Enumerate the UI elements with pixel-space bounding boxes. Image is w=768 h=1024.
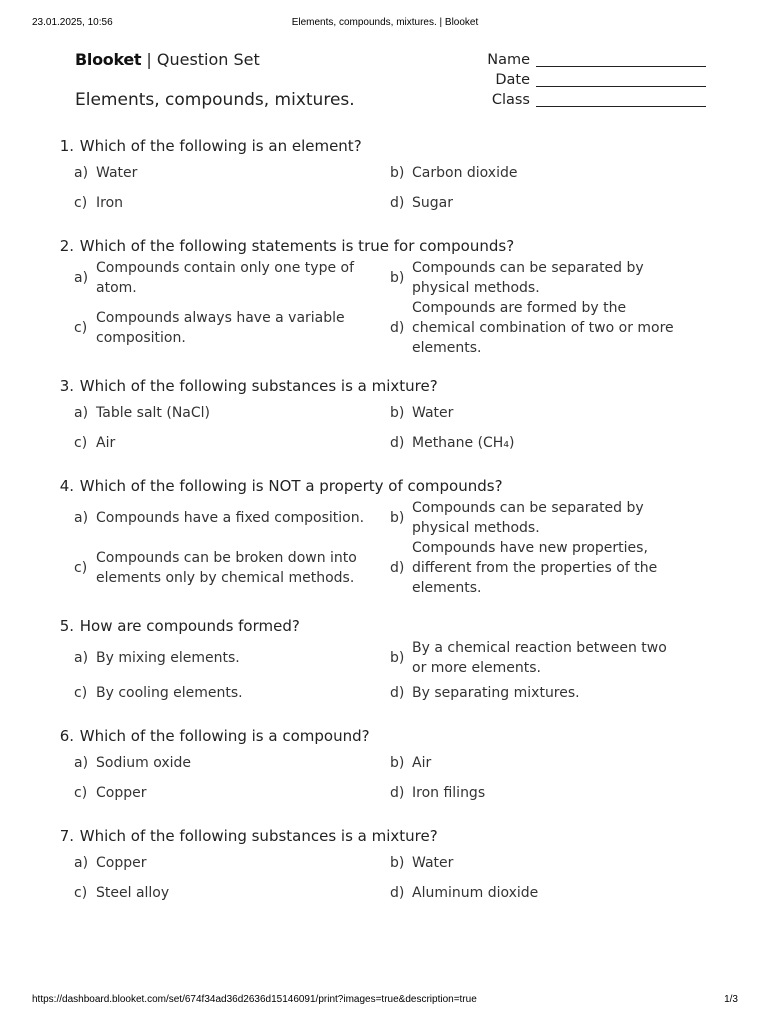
option-letter: a) xyxy=(74,165,89,181)
option-letter: a) xyxy=(74,405,89,421)
option-b xyxy=(390,498,720,538)
option-text: Compounds can be separated by physical methods. xyxy=(412,500,644,536)
question-heading xyxy=(56,474,746,498)
question-number: 5. xyxy=(59,617,74,635)
option-b xyxy=(390,848,720,878)
option-text: Copper xyxy=(96,855,147,871)
question-heading xyxy=(56,724,746,748)
option-d xyxy=(390,428,720,458)
option-letter: b) xyxy=(390,650,405,666)
date-blank-line xyxy=(536,86,706,87)
option-b xyxy=(390,158,720,188)
question-heading xyxy=(56,134,746,158)
option-letter: d) xyxy=(390,685,405,701)
option-text: Carbon dioxide xyxy=(412,165,518,181)
option-letter: a) xyxy=(74,855,89,871)
class-field xyxy=(460,92,706,112)
brand-line xyxy=(75,50,260,69)
option-c xyxy=(74,678,390,708)
question-heading xyxy=(56,824,746,848)
answer-options xyxy=(74,638,746,708)
option-letter: d) xyxy=(390,435,405,451)
option-letter: c) xyxy=(74,560,88,576)
question-text: Which of the following is a compound? xyxy=(79,727,370,745)
option-letter: c) xyxy=(74,785,88,801)
answer-options xyxy=(74,498,746,598)
question-heading xyxy=(56,374,746,398)
option-c xyxy=(74,878,390,908)
print-header xyxy=(32,17,738,31)
option-letter: b) xyxy=(390,755,405,771)
option-text: Compounds contain only one type of atom. xyxy=(96,260,355,296)
page-number: 1/3 xyxy=(724,994,738,1005)
question-text: Which of the following statements is true for compounds? xyxy=(79,237,515,255)
question-1 xyxy=(56,134,746,218)
option-c xyxy=(74,428,390,458)
answer-options xyxy=(74,158,746,218)
question-3 xyxy=(56,374,746,458)
option-text: Water xyxy=(412,855,454,871)
question-6 xyxy=(56,724,746,808)
question-5 xyxy=(56,614,746,708)
option-letter: b) xyxy=(390,165,405,181)
option-a xyxy=(74,158,390,188)
option-text: Compounds are formed by the chemical combination of two or more elements. xyxy=(412,300,674,356)
date-field xyxy=(460,72,706,92)
option-c xyxy=(74,298,390,358)
question-4 xyxy=(56,474,746,598)
name-blank-line xyxy=(536,66,706,67)
option-letter: c) xyxy=(74,320,88,336)
option-text: Air xyxy=(412,755,432,771)
option-text: Table salt (NaCl) xyxy=(96,405,210,421)
option-letter: b) xyxy=(390,855,405,871)
option-letter: c) xyxy=(74,435,88,451)
question-heading xyxy=(56,614,746,638)
option-b xyxy=(390,748,720,778)
student-info-fields xyxy=(460,52,706,112)
question-text: How are compounds formed? xyxy=(79,617,300,635)
question-text: Which of the following substances is a mixture? xyxy=(79,377,438,395)
option-letter: d) xyxy=(390,195,405,211)
brand-subtitle: Question Set xyxy=(156,50,260,69)
print-url: https://dashboard.blooket.com/set/674f34ad36d2636d15146091/print?images=true&description=true xyxy=(32,994,477,1005)
answer-options xyxy=(74,848,746,908)
question-text: Which of the following substances is a mixture? xyxy=(79,827,438,845)
option-letter: c) xyxy=(74,885,88,901)
option-d xyxy=(390,878,720,908)
option-letter: d) xyxy=(390,885,405,901)
option-text: Methane (CH₄) xyxy=(412,435,515,451)
option-letter: c) xyxy=(74,195,88,211)
question-number: 7. xyxy=(59,827,74,845)
option-d xyxy=(390,778,720,808)
option-b xyxy=(390,638,720,678)
option-text: Compounds can be broken down into elements only by chemical methods. xyxy=(96,550,357,586)
option-letter: b) xyxy=(390,405,405,421)
option-letter: a) xyxy=(74,510,89,526)
question-number: 3. xyxy=(59,377,74,395)
option-letter: d) xyxy=(390,320,405,336)
question-number: 4. xyxy=(59,477,74,495)
answer-options xyxy=(74,748,746,808)
option-text: Compounds have a fixed composition. xyxy=(96,510,365,526)
print-datetime: 23.01.2025, 10:56 xyxy=(32,17,113,28)
option-letter: b) xyxy=(390,270,405,286)
option-letter: a) xyxy=(74,270,89,286)
answer-options xyxy=(74,258,746,358)
option-letter: d) xyxy=(390,560,405,576)
option-text: Compounds can be separated by physical methods. xyxy=(412,260,644,296)
option-text: Aluminum dioxide xyxy=(412,885,539,901)
class-label: Class xyxy=(491,92,530,108)
blooket-logo: Blooket xyxy=(75,50,142,69)
option-d xyxy=(390,188,720,218)
option-a xyxy=(74,498,390,538)
option-letter: b) xyxy=(390,510,405,526)
brand-separator: | xyxy=(146,50,152,69)
print-footer xyxy=(32,994,738,1008)
option-letter: a) xyxy=(74,755,89,771)
option-text: By mixing elements. xyxy=(96,650,240,666)
question-text: Which of the following is an element? xyxy=(79,137,362,155)
class-blank-line xyxy=(536,106,706,107)
question-heading xyxy=(56,234,746,258)
option-a xyxy=(74,848,390,878)
option-text: Steel alloy xyxy=(96,885,170,901)
set-title: Elements, compounds, mixtures. xyxy=(75,90,355,110)
answer-options xyxy=(74,398,746,458)
option-d xyxy=(390,678,720,708)
option-d xyxy=(390,298,720,358)
question-number: 1. xyxy=(59,137,74,155)
option-a xyxy=(74,258,390,298)
option-text: Iron filings xyxy=(412,785,486,801)
print-page-title: Elements, compounds, mixtures. | Blooket xyxy=(291,17,479,28)
option-letter: c) xyxy=(74,685,88,701)
option-text: By cooling elements. xyxy=(96,685,243,701)
option-text: Sugar xyxy=(412,195,453,211)
question-text: Which of the following is NOT a property of compounds? xyxy=(79,477,503,495)
option-text: Compounds have new properties, different from the properties of the elements. xyxy=(412,540,658,596)
option-text: Sodium oxide xyxy=(96,755,191,771)
option-text: Water xyxy=(96,165,138,181)
option-text: Compounds always have a variable composition. xyxy=(96,310,345,346)
option-a xyxy=(74,638,390,678)
option-letter: a) xyxy=(74,650,89,666)
option-letter: d) xyxy=(390,785,405,801)
option-a xyxy=(74,748,390,778)
option-c xyxy=(74,538,390,598)
option-text: By a chemical reaction between two or more elements. xyxy=(412,640,667,676)
name-field xyxy=(460,52,706,72)
question-7 xyxy=(56,824,746,908)
option-text: Water xyxy=(412,405,454,421)
question-number: 2. xyxy=(59,237,74,255)
option-b xyxy=(390,258,720,298)
option-text: Iron xyxy=(96,195,124,211)
question-2 xyxy=(56,234,746,358)
option-a xyxy=(74,398,390,428)
date-label: Date xyxy=(495,72,530,88)
option-d xyxy=(390,538,720,598)
option-c xyxy=(74,188,390,218)
question-number: 6. xyxy=(59,727,74,745)
option-text: Copper xyxy=(96,785,147,801)
question-list xyxy=(56,134,746,924)
option-text: Air xyxy=(96,435,116,451)
option-b xyxy=(390,398,720,428)
name-label: Name xyxy=(487,52,530,68)
option-text: By separating mixtures. xyxy=(412,685,580,701)
option-c xyxy=(74,778,390,808)
